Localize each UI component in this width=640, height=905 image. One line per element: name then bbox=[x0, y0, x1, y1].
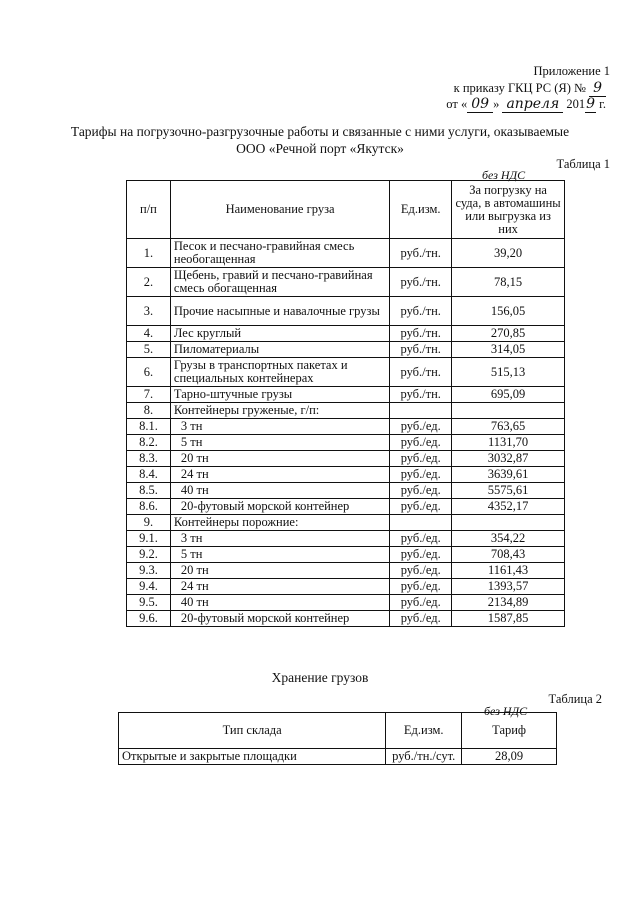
cargo-name-cell: 24 тн bbox=[170, 579, 389, 595]
cargo-name-cell: Грузы в транспортных пакетах и специальных контейнерах bbox=[170, 358, 389, 387]
cargo-name-cell: Щебень, гравий и песчано-гравийная смесь обогащенная bbox=[170, 268, 389, 297]
row-index-cell: 7. bbox=[127, 387, 171, 403]
cargo-name-cell: 20 тн bbox=[170, 451, 389, 467]
table2-vat-note: без НДС bbox=[484, 704, 528, 718]
col-header-cargo: Наименование груза bbox=[170, 181, 389, 239]
storage-tariff-cell: 28,09 bbox=[462, 749, 557, 765]
storage-section-title: Хранение грузов bbox=[271, 670, 369, 685]
unit-cell: руб./ед. bbox=[390, 451, 452, 467]
unit-cell: руб./тн. bbox=[390, 358, 452, 387]
table-row bbox=[127, 297, 565, 326]
order-prefix: к приказу ГКЦ РС (Я) № bbox=[453, 81, 586, 95]
unit-cell: руб./тн. bbox=[390, 268, 452, 297]
col-header-storage-type: Тип склада bbox=[119, 713, 386, 749]
row-index-cell: 9.2. bbox=[127, 547, 171, 563]
date-year-digit: 9 bbox=[586, 96, 596, 112]
row-index-cell: 8.4. bbox=[127, 467, 171, 483]
date-day: 09 bbox=[467, 96, 493, 113]
unit-cell: руб./ед. bbox=[390, 419, 452, 435]
table-row bbox=[119, 749, 557, 765]
order-number: 9 bbox=[589, 80, 606, 97]
row-index-cell: 3. bbox=[127, 297, 171, 326]
cargo-name-cell: Песок и песчано-гравийная смесь необогащенная bbox=[170, 239, 389, 268]
table-row bbox=[127, 451, 565, 467]
row-index-cell: 8.5. bbox=[127, 483, 171, 499]
unit-cell: руб./тн. bbox=[390, 326, 452, 342]
unit-cell: руб./ед. bbox=[390, 531, 452, 547]
table-row bbox=[127, 268, 565, 297]
cargo-name-cell: Контейнеры груженые, г/п: bbox=[170, 403, 389, 419]
table-row bbox=[127, 467, 565, 483]
table-row bbox=[127, 483, 565, 499]
price-cell: 314,05 bbox=[452, 342, 565, 358]
price-cell: 5575,61 bbox=[452, 483, 565, 499]
price-cell: 4352,17 bbox=[452, 499, 565, 515]
table-row bbox=[127, 595, 565, 611]
date-suffix: г. bbox=[599, 97, 606, 111]
price-cell: 3639,61 bbox=[452, 467, 565, 483]
price-cell: 1587,85 bbox=[452, 611, 565, 627]
date-year-prefix: 201 bbox=[566, 97, 586, 111]
row-index-cell: 9. bbox=[127, 515, 171, 531]
price-cell: 1393,57 bbox=[452, 579, 565, 595]
table-row bbox=[127, 531, 565, 547]
row-index-cell: 5. bbox=[127, 342, 171, 358]
row-index-cell: 9.5. bbox=[127, 595, 171, 611]
table-row bbox=[127, 419, 565, 435]
unit-cell bbox=[390, 403, 452, 419]
date-prefix: от « bbox=[446, 97, 468, 111]
row-index-cell: 8.1. bbox=[127, 419, 171, 435]
col-header-price: За погрузку на суда, в автомашины или выгрузка из них bbox=[452, 181, 565, 239]
row-index-cell: 8.2. bbox=[127, 435, 171, 451]
row-index-cell: 8.3. bbox=[127, 451, 171, 467]
date-line bbox=[446, 96, 606, 112]
unit-cell: руб./тн. bbox=[390, 297, 452, 326]
unit-cell: руб./ед. bbox=[390, 499, 452, 515]
table1-vat-note: без НДС bbox=[482, 168, 526, 182]
cargo-name-cell: 40 тн bbox=[170, 595, 389, 611]
storage-type-cell: Открытые и закрытые площадки bbox=[119, 749, 386, 765]
unit-cell: руб./тн. bbox=[390, 239, 452, 268]
price-cell: 3032,87 bbox=[452, 451, 565, 467]
col-header-storage-unit: Ед.изм. bbox=[386, 713, 462, 749]
price-cell: 515,13 bbox=[452, 358, 565, 387]
cargo-name-cell: 3 тн bbox=[170, 419, 389, 435]
unit-cell: руб./ед. bbox=[390, 563, 452, 579]
table-row bbox=[127, 579, 565, 595]
cargo-name-cell: 24 тн bbox=[170, 467, 389, 483]
unit-cell: руб./ед. bbox=[390, 483, 452, 499]
col-header-index: п/п bbox=[127, 181, 171, 239]
cargo-name-cell: 5 тн bbox=[170, 435, 389, 451]
price-cell: 156,05 bbox=[452, 297, 565, 326]
row-index-cell: 8.6. bbox=[127, 499, 171, 515]
cargo-name-cell: Пиломатериалы bbox=[170, 342, 389, 358]
order-line bbox=[454, 80, 606, 96]
unit-cell: руб./ед. bbox=[390, 579, 452, 595]
price-cell: 2134,89 bbox=[452, 595, 565, 611]
cargo-name-cell: 40 тн bbox=[170, 483, 389, 499]
unit-cell: руб./ед. bbox=[390, 595, 452, 611]
cargo-name-cell: 3 тн bbox=[170, 531, 389, 547]
table-row bbox=[127, 515, 565, 531]
row-index-cell: 9.6. bbox=[127, 611, 171, 627]
unit-cell: руб./тн. bbox=[390, 342, 452, 358]
row-index-cell: 9.4. bbox=[127, 579, 171, 595]
unit-cell bbox=[390, 515, 452, 531]
tariff-table bbox=[126, 180, 565, 627]
price-cell: 763,65 bbox=[452, 419, 565, 435]
row-index-cell: 9.3. bbox=[127, 563, 171, 579]
cargo-name-cell: Прочие насыпные и навалочные грузы bbox=[170, 297, 389, 326]
table2-label: Таблица 2 bbox=[548, 692, 602, 706]
cargo-name-cell: Лес круглый bbox=[170, 326, 389, 342]
table-row bbox=[127, 499, 565, 515]
table-row bbox=[127, 342, 565, 358]
unit-cell: руб./ед. bbox=[390, 435, 452, 451]
storage-unit-cell: руб./тн./сут. bbox=[386, 749, 462, 765]
cargo-name-cell: 20-футовый морской контейнер bbox=[170, 499, 389, 515]
col-header-tariff: Тариф bbox=[462, 713, 557, 749]
cargo-name-cell: 5 тн bbox=[170, 547, 389, 563]
table-row bbox=[127, 326, 565, 342]
date-mid: » bbox=[493, 97, 500, 111]
date-month: апреля bbox=[502, 96, 563, 113]
row-index-cell: 6. bbox=[127, 358, 171, 387]
table2-header-row bbox=[119, 713, 557, 749]
col-header-unit: Ед.изм. bbox=[390, 181, 452, 239]
document-title: Тарифы на погрузочно-разгрузочные работы и связанные с ними услуги, оказываемые ООО «Речной порт «Якутск» bbox=[70, 124, 570, 156]
cargo-name-cell: 20-футовый морской контейнер bbox=[170, 611, 389, 627]
table-row bbox=[127, 611, 565, 627]
cargo-name-cell: Тарно-штучные грузы bbox=[170, 387, 389, 403]
price-cell: 695,09 bbox=[452, 387, 565, 403]
table-row bbox=[127, 547, 565, 563]
price-cell: 1131,70 bbox=[452, 435, 565, 451]
price-cell: 270,85 bbox=[452, 326, 565, 342]
table-row bbox=[127, 239, 565, 268]
unit-cell: руб./ед. bbox=[390, 467, 452, 483]
cargo-name-cell: Контейнеры порожние: bbox=[170, 515, 389, 531]
price-cell: 39,20 bbox=[452, 239, 565, 268]
storage-table bbox=[118, 712, 557, 765]
table-header-row bbox=[127, 181, 565, 239]
table-row bbox=[127, 435, 565, 451]
table1-label: Таблица 1 bbox=[556, 157, 610, 171]
row-index-cell: 4. bbox=[127, 326, 171, 342]
price-cell bbox=[452, 403, 565, 419]
row-index-cell: 9.1. bbox=[127, 531, 171, 547]
table-row bbox=[127, 563, 565, 579]
table-row bbox=[127, 403, 565, 419]
row-index-cell: 2. bbox=[127, 268, 171, 297]
cargo-name-cell: 20 тн bbox=[170, 563, 389, 579]
appendix-label: Приложение 1 bbox=[533, 64, 610, 78]
price-cell: 78,15 bbox=[452, 268, 565, 297]
table-row bbox=[127, 358, 565, 387]
row-index-cell: 1. bbox=[127, 239, 171, 268]
row-index-cell: 8. bbox=[127, 403, 171, 419]
price-cell: 354,22 bbox=[452, 531, 565, 547]
price-cell: 708,43 bbox=[452, 547, 565, 563]
unit-cell: руб./ед. bbox=[390, 547, 452, 563]
unit-cell: руб./тн. bbox=[390, 387, 452, 403]
table-row bbox=[127, 387, 565, 403]
price-cell bbox=[452, 515, 565, 531]
price-cell: 1161,43 bbox=[452, 563, 565, 579]
unit-cell: руб./ед. bbox=[390, 611, 452, 627]
